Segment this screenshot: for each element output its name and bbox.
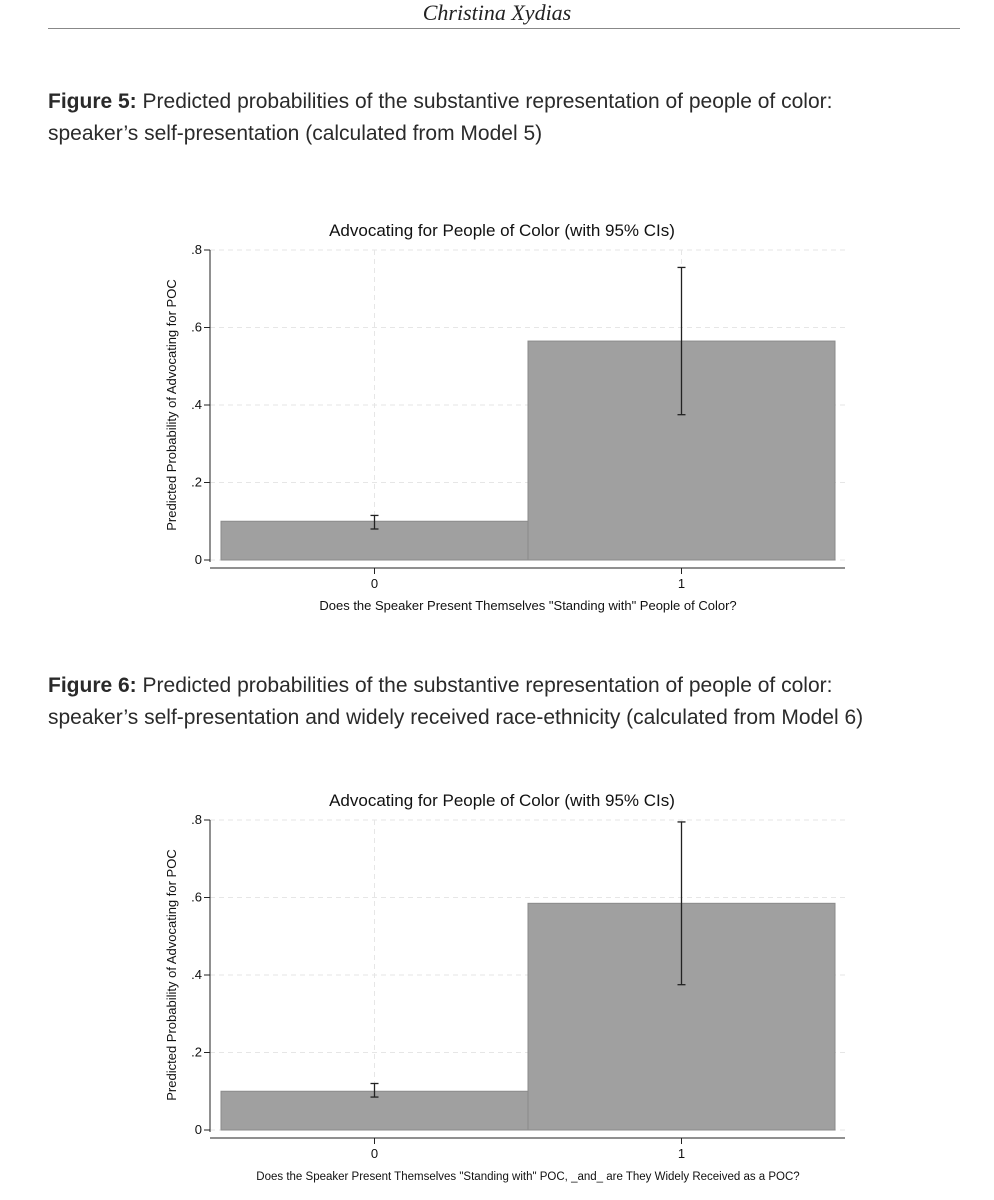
- y-tick-label: 0: [194, 1122, 202, 1137]
- chart-title: Advocating for People of Color (with 95% CIs): [329, 791, 675, 810]
- figure-6-caption: [48, 670, 960, 734]
- figure-5-caption: [48, 86, 960, 150]
- y-tick-label: 0: [194, 552, 202, 567]
- y-axis-label: Predicted Probability of Advocating for POC: [164, 279, 179, 531]
- figure-6-caption-line1: Predicted probabilities of the substantive representation of people of color:: [136, 674, 833, 697]
- y-axis-label: Predicted Probability of Advocating for POC: [164, 849, 179, 1101]
- figure-5-label: Figure 5:: [48, 90, 137, 113]
- x-tick-label: 1: [677, 1146, 686, 1161]
- figure-6-chart: [0, 780, 994, 1190]
- figure-6-caption-line2: speaker’s self-presentation and widely received race-ethnicity (calculated from Model 6): [48, 706, 864, 729]
- y-tick-label: .4: [191, 397, 202, 412]
- figure-5-caption-line2: speaker’s self-presentation (calculated from Model 5): [48, 122, 543, 145]
- header-rule: [48, 28, 960, 29]
- figure-5-chart: [0, 210, 994, 620]
- y-tick-label: .2: [191, 1044, 202, 1060]
- y-tick-label: .2: [191, 474, 202, 490]
- y-tick-label: .8: [191, 812, 202, 827]
- x-axis-label: Does the Speaker Present Themselves "Standing with" People of Color?: [319, 598, 737, 613]
- x-tick-label: 0: [370, 576, 379, 591]
- x-tick-label: 0: [370, 1146, 379, 1161]
- y-tick-label: .6: [191, 319, 202, 335]
- y-tick-label: .8: [191, 242, 202, 257]
- y-tick-label: .6: [191, 889, 202, 905]
- x-axis-label: Does the Speaker Present Themselves "Standing with" POC, _and_ are They Widely Received as a POC?: [256, 1171, 800, 1183]
- running-head: Christina Xydias: [422, 0, 572, 25]
- chart-title: Advocating for People of Color (with 95% CIs): [329, 221, 675, 240]
- figure-5-caption-line1: Predicted probabilities of the substantive representation of people of color:: [136, 90, 833, 113]
- y-tick-label: .4: [191, 967, 202, 982]
- x-tick-label: 1: [677, 576, 686, 591]
- figure-6-label: Figure 6:: [48, 674, 137, 697]
